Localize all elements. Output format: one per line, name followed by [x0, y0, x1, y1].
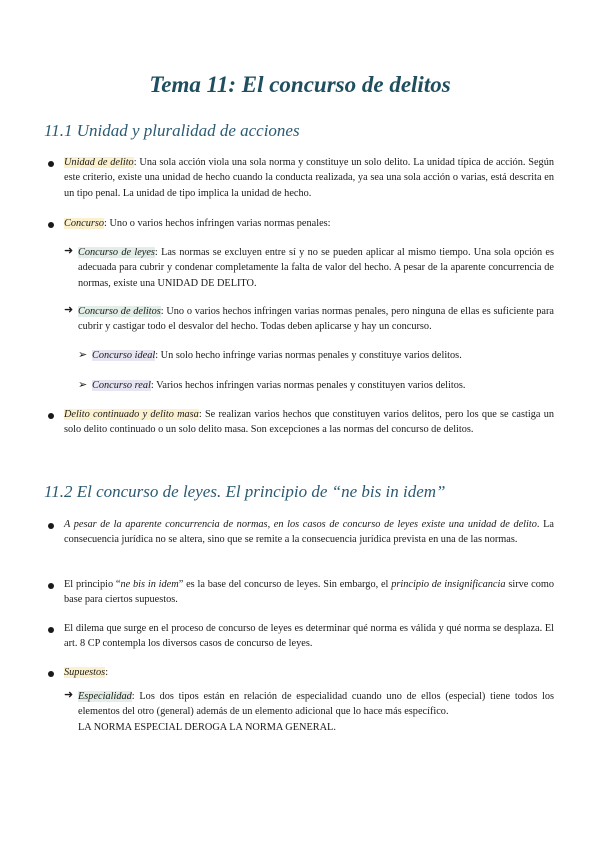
term-concurso-delitos: Concurso de delitos: [78, 306, 161, 317]
text-consecuencia-juridica: . La consecuencia jurídica no se altera, sino que se remite a la consecuencia jurídica prevista en una de las normas.: [64, 519, 554, 546]
term-delito-continuado: Delito continuado y delito masa: [64, 409, 199, 420]
term-especialidad: Especialidad: [78, 691, 132, 702]
paragraph-unidad-delito: [64, 155, 554, 201]
paragraph-concurso-delitos: [78, 304, 554, 335]
italic-ne-bis-in-idem: ne bis in idem: [120, 579, 179, 590]
bullet-icon: [48, 583, 54, 589]
text-segment: ” es la base del concurso de leyes. Sin embargo, el: [178, 579, 392, 590]
paragraph-delito-continuado: [64, 407, 554, 438]
paragraph-dilema: El dilema que surge en el proceso de concurso de leyes es determinar qué norma es válida y qué norma se desplaza. El art. 8 CP contempla los diversos casos de concurso de leyes.: [64, 623, 554, 650]
term-concurso-real: Concurso real: [92, 380, 151, 391]
arrow-right-icon: ➜: [64, 245, 74, 257]
text-norma-especial: LA NORMA ESPECIAL DEROGA LA NORMA GENERAL.: [78, 721, 336, 733]
section-heading-11-1: 11.1 Unidad y pluralidad de acciones: [44, 121, 300, 140]
text-unidad-delito: : Una sola acción viola una sola norma y constituye un solo delito. La unidad típica de acción. Según este criterio, existe una unidad de hecho cuando la conducta realizada, ya sea una sola acción o varias, está descrita en un tipo penal. La unidad de tipo implica la unidad de hecho.: [64, 157, 554, 199]
term-concurso-ideal: Concurso ideal: [92, 350, 156, 361]
paragraph-ne-bis-in-idem: [64, 577, 554, 608]
text-segment: sirve como base para ciertos supuestos.: [64, 579, 555, 606]
text-concurso-ideal: : Un solo hecho infringe varias normas penales y constituye varios delitos.: [155, 350, 462, 361]
section-heading-11-2: 11.2 El concurso de leyes. El principio de “ne bis in idem”: [44, 482, 446, 501]
term-concurso-leyes: Concurso de leyes: [78, 247, 155, 258]
bullet-icon: [48, 413, 54, 419]
bullet-icon: [48, 161, 54, 167]
arrowhead-icon: ➢: [78, 379, 88, 391]
text-especialidad: : Los dos tipos están en relación de especialidad cuando uno de ellos (especial) tiene todos los elementos del otro (general) además de un elemento adicional que lo hace más específico.: [78, 691, 554, 718]
bullet-icon: [48, 222, 54, 228]
paragraph-especialidad: [78, 689, 554, 735]
italic-principio-insignificancia: principio de insignificancia: [391, 579, 506, 590]
bullet-icon: [48, 523, 54, 529]
italic-unidad-delito: A pesar de la aparente concurrencia de normas, en los casos de concurso de leyes existe una unidad de delito: [64, 519, 537, 530]
text-segment: El principio “: [64, 579, 121, 590]
text-concurso: : Uno o varios hechos infringen varias normas penales:: [104, 218, 331, 229]
text-concurso-leyes: : Las normas se excluyen entre sí y no se pueden aplicar al mismo tiempo. Una sola opción es adecuada para cubrir y condenar completamente la falta de valor del hecho. A pesar de la aparente concurrencia de normas, existe una UNIDAD DE DELITO.: [78, 247, 554, 289]
paragraph-concurso-leyes: [78, 245, 554, 291]
arrow-right-icon: ➜: [64, 689, 74, 701]
arrow-right-icon: ➜: [64, 304, 74, 316]
term-concurso: Concurso: [64, 218, 105, 229]
paragraph-supuestos: [64, 665, 554, 680]
term-supuestos: Supuestos: [64, 667, 106, 678]
text-concurso-delitos: : Uno o varios hechos infringen varias normas penales, pero ninguna de ellas es suficiente para cubrir y castigar todo el desvalor del hecho. Todas deben aplicarse y hay un concurso.: [78, 306, 554, 333]
bullet-icon: [48, 627, 54, 633]
paragraph-concurso: [64, 216, 554, 231]
term-unidad-delito: Unidad de delito: [64, 157, 134, 168]
text-delito-continuado: : Se realizan varios hechos que constituyen varios delitos, pero los que se castiga un solo delito continuado o un solo delito masa. Son excepciones a las normas del concurso de delitos.: [64, 409, 554, 436]
paragraph-concurso-real: [92, 378, 554, 393]
text-concurso-real: : Varios hechos infringen varias normas penales y constituyen varios delitos.: [150, 380, 466, 391]
bullet-icon: [48, 671, 54, 677]
arrowhead-icon: ➢: [78, 349, 88, 361]
text-supuestos: :: [105, 667, 109, 678]
paragraph-concurso-ideal: [92, 348, 554, 363]
page-title: Tema 11: El concurso de delitos: [149, 72, 451, 97]
paragraph-apariencia-concurrencia: [64, 517, 554, 548]
